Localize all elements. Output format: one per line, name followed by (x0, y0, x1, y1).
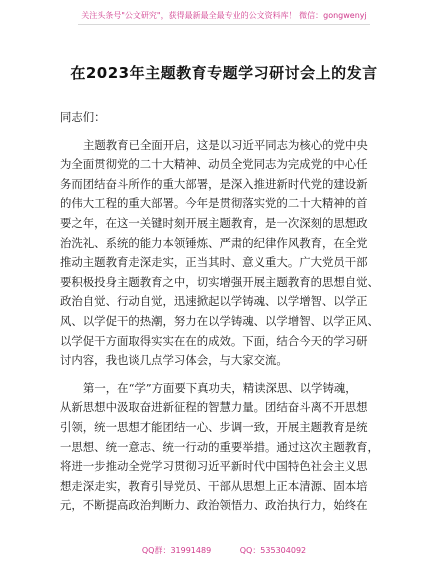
paragraph-line: 引领，统一思想才能团结一心、步调一致，开展主题教育是统 (60, 419, 368, 434)
paragraph-line: 一思想、统一意志、统一行动的重要举措。通过这次主题教育， (60, 439, 379, 454)
header-banner: 关注头条号"公文研究"，获得最新最全最专业的公文资料库！ 微信：gongwenyj (81, 11, 367, 20)
paragraph-line: 要之年，在这一关键时刻开展主题教育，是一次深刻的思想政 (60, 215, 368, 230)
paragraph-line: 风、以学促干的热潮，努力在以学铸魂、以学增智、以学正风、 (60, 313, 379, 328)
paragraph-line: 治洗礼、系统的能力本领锤炼、严肃的纪律作风教育，在全党 (60, 235, 368, 250)
paragraph-line: 推动主题教育走深走实，正当其时、意义重大。广大党员干部 (60, 255, 368, 270)
paragraph-line: 想走深走实，教育引导党员、干部从思想上正本清源、固本培 (60, 478, 368, 493)
paragraph-line: 以学促干方面取得实实在在的成效。下面，结合今天的学习研 (60, 333, 368, 348)
paragraph-line: 的伟大工程的重大部署。今年是贯彻落实党的二十大精神的首 (60, 196, 368, 211)
paragraph-line: 元，不断提高政治判断力、政治领悟力、政治执行力，始终在 (60, 498, 368, 513)
paragraph-line: 从新思想中汲取奋进新征程的智慧力量。团结奋斗离不开思想 (60, 400, 368, 415)
paragraph-line: 讨内容，我也谈几点学习体会，与大家交流。 (60, 353, 288, 368)
document-body (60, 108, 388, 516)
greeting: 同志们： (60, 110, 106, 124)
footer (0, 545, 448, 556)
footer-qq-group: QQ群：31991489 (141, 546, 212, 555)
document-title: 在2023年主题教育专题学习研讨会上的发言 (70, 64, 378, 82)
paragraph-line: 务而团结奋斗所作的重大部署，是深入推进新时代党的建设新 (60, 176, 368, 191)
footer-qq: QQ：535304092 (239, 546, 307, 555)
paragraph-line: 政治自觉、行动自觉，迅速掀起以学铸魂、以学增智、以学正 (60, 294, 368, 309)
header-divider (78, 24, 370, 25)
paragraph-line: 将进一步推动全党学习贯彻习近平新时代中国特色社会主义思 (60, 459, 368, 474)
paragraph-line: 为全面贯彻党的二十大精神、动员全党同志为完成党的中心任 (60, 157, 368, 172)
paragraph-2 (60, 379, 388, 516)
paragraph-line: 第一，在“学”方面要下真功夫，精读深思、以学铸魂， (83, 380, 357, 395)
paragraph-line: 主题教育已全面开启，这是以习近平同志为核心的党中央 (83, 137, 368, 152)
paragraph-1 (60, 136, 388, 371)
paragraph-line: 要积极投身主题教育之中，切实增强开展主题教育的思想自觉、 (60, 274, 379, 289)
